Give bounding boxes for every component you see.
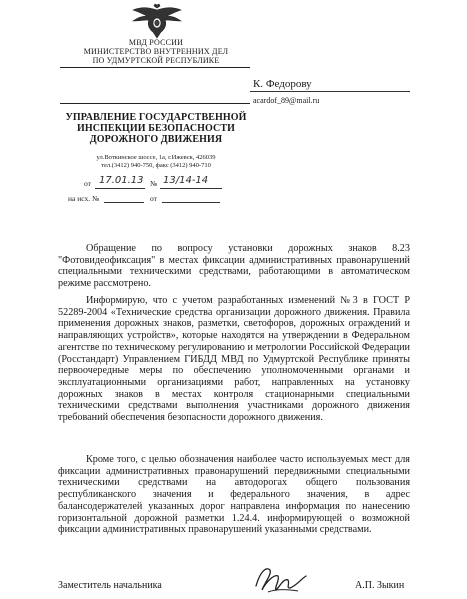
reference-number-line	[104, 202, 144, 203]
org-name-line: МВД РОССИИ	[128, 38, 184, 47]
registration-date: 17.01.13	[99, 175, 144, 186]
signatory-title: Заместитель начальника	[58, 580, 162, 591]
reference-label: на исх. №	[68, 194, 100, 203]
department-title: ИНСПЕКЦИИ БЕЗОПАСНОСТИ	[76, 123, 236, 134]
double-headed-eagle-emblem-icon	[129, 2, 185, 40]
department-title: ДОРОЖНОГО ДВИЖЕНИЯ	[89, 134, 223, 145]
recipient-underline	[250, 91, 410, 92]
address-line: ул.Воткинское шоссе, 1а, г.Ижевск, 426039	[96, 154, 216, 161]
body-paragraph: Информирую, что с учетом разработанных изменений №3 в ГОСТ Р 52289-2004 «Технические средства организации дорожного движения. Правила применения дорожных знаков, разметки, светофоров, дорожных ограждений и направляющих устройств», которые находятся на утверждении в Федеральном агентстве по техническому регулированию и метрологии Российской Федерации (Росстандарт) Управлением ГИБДД МВД по Удмуртской Республике приняты первоочередные меры по обеспечению уполномоченными органами и эксплуатационными организациями работ, направленных на установку дорожных знаков в местах контроля стационарными специальными техническими средствами выполнения участниками дорожного движения требований обеспечения безопасности дорожного движения.	[58, 295, 410, 424]
org-name-line: МИНИСТЕРСТВО ВНУТРЕННИХ ДЕЛ	[83, 47, 229, 56]
body-paragraph: Обращение по вопросу установки дорожных знаков 8.23 "Фотовидеофиксация" в местах фиксации административных правонарушений специальными техническими средствами, работающими в автоматическом режиме рассмотрено.	[58, 243, 410, 290]
date-underline	[95, 188, 145, 189]
address-line: тел.(3412) 940-750, факс (3412) 940-710	[101, 162, 211, 169]
date-prefix: от	[84, 179, 91, 188]
org-name-line: ПО УДМУРТСКОЙ РЕСПУБЛИКЕ	[92, 56, 220, 65]
body-paragraph: Кроме того, с целью обозначения наиболее часто используемых мест для фиксации административных правонарушений передвижными специальными техническими средствами на автодорогах общего пользования республиканского значения и федерального значения, в адрес балансодержателей указанных дорог направлена информация по нанесению горизонтальной дорожной разметки 1.24.4. информирующей о возможной фиксации административных правонарушений указанными средствами.	[58, 454, 410, 536]
reference-date-line	[162, 202, 220, 203]
recipient-name: К. Федорову	[253, 78, 312, 90]
department-title: УПРАВЛЕНИЕ ГОСУДАРСТВЕННОЙ	[65, 112, 247, 123]
header-divider	[60, 103, 250, 104]
signatory-name: А.П. Зыкин	[355, 580, 405, 591]
number-prefix: №	[150, 179, 158, 188]
reference-from-label: от	[150, 194, 157, 203]
registration-number: 13/14-14	[163, 175, 209, 186]
recipient-email: acardof_89@mail.ru	[253, 96, 320, 105]
header-divider	[60, 67, 250, 68]
handwritten-signature	[250, 562, 310, 596]
number-underline	[160, 188, 222, 189]
